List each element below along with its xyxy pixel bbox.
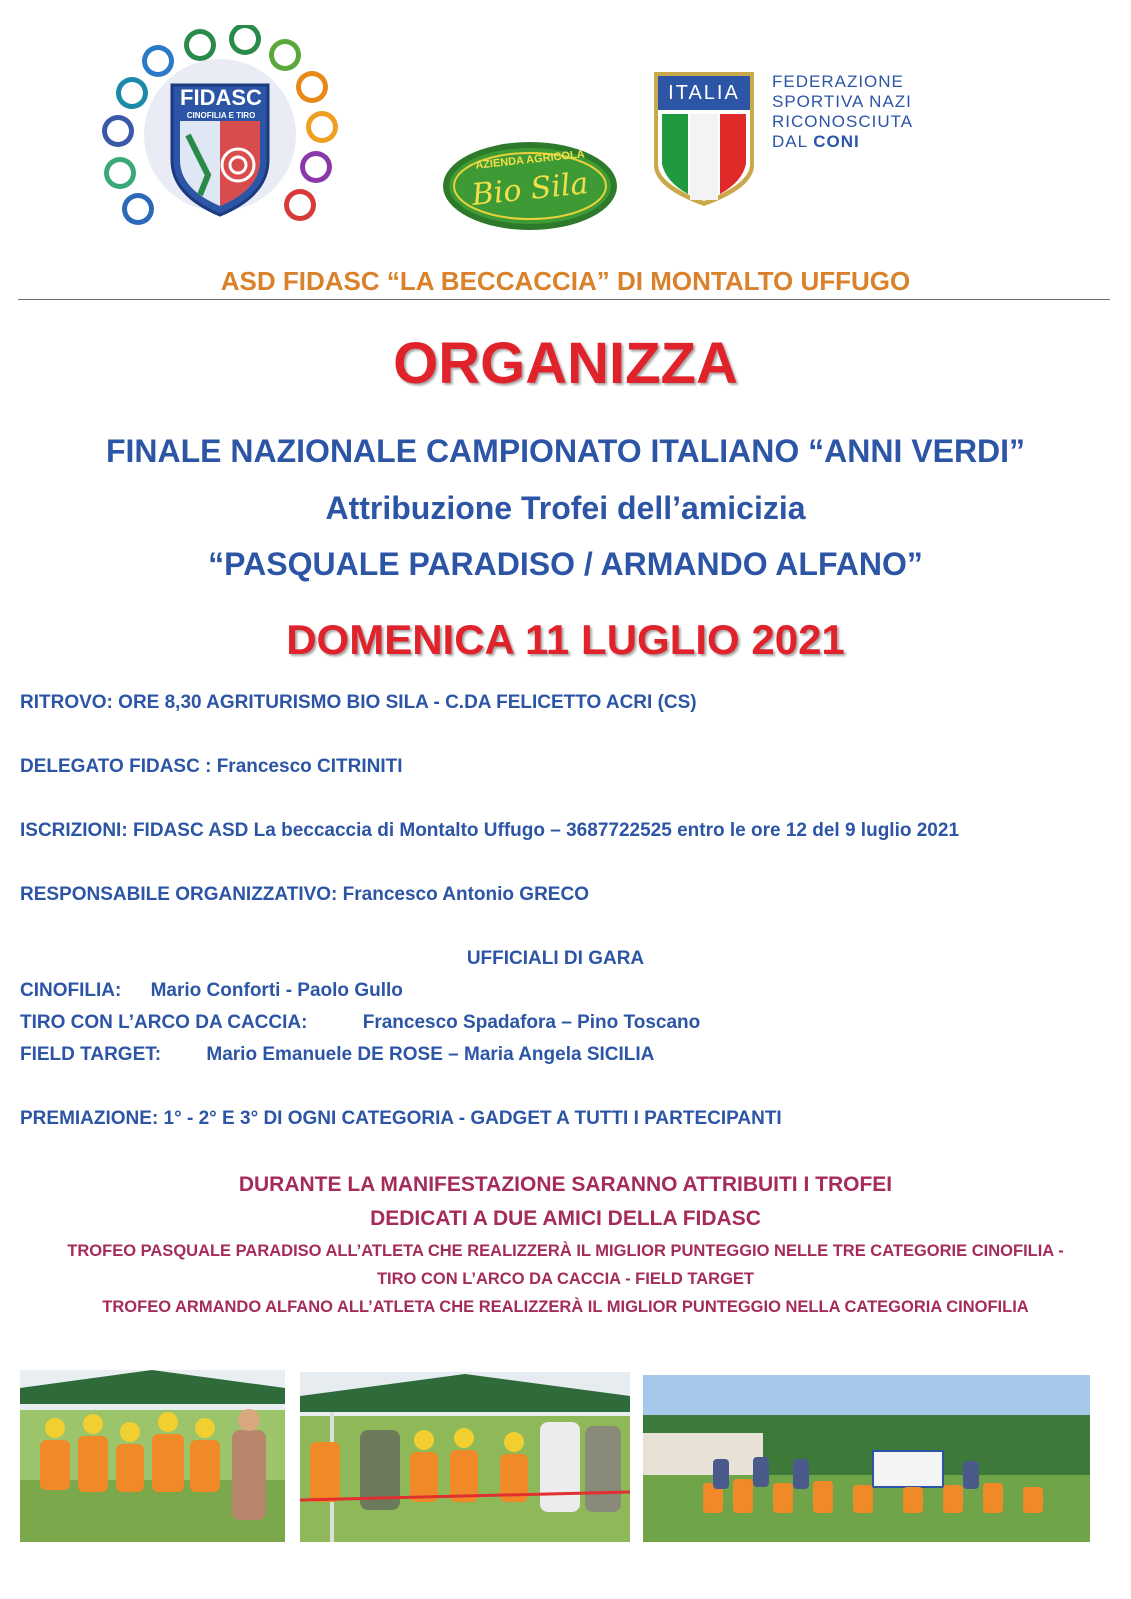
photo-children-tent	[20, 1370, 285, 1542]
photo-group	[643, 1375, 1090, 1542]
coni-line-4	[772, 132, 932, 152]
coni-badge-text: ITALIA	[668, 82, 740, 104]
trophies-line3: TROFEO PASQUALE PARADISO ALL’ATLETA CHE REALIZZERÀ IL MIGLIOR PUNTEGGIO NELLE TRE CATEGORIE CINOFILIA -	[67, 1242, 1064, 1260]
trophies-line1: DURANTE LA MANIFESTAZIONE SARANNO ATTRIBUITI I TROFEI	[238, 1173, 893, 1196]
coni-line-1: FEDERAZIONE	[772, 72, 904, 91]
trophies-line5: TROFEO ARMANDO ALFANO ALL’ATLETA CHE REALIZZERÀ IL MIGLIOR PUNTEGGIO NELLA CATEGORIA CINOFILIA	[102, 1298, 1029, 1316]
event-date: DOMENICA 11 LUGLIO 2021	[286, 616, 845, 663]
responsabile-text: RESPONSABILE ORGANIZZATIVO: Francesco Antonio GRECO	[20, 884, 589, 905]
coni-last-prefix: DAL	[772, 132, 808, 151]
fidasc-emblem	[100, 25, 345, 235]
association-title: ASD FIDASC “LA BECCACCIA” DI MONTALTO UFFUGO	[220, 266, 911, 296]
event-title-line3: “PASQUALE PARADISO / ARMANDO ALFANO”	[208, 546, 923, 582]
fidasc-name: FIDASC	[180, 85, 262, 110]
event-title-line2: Attribuzione Trofei dell’amicizia	[325, 490, 806, 526]
ufficiale-names: Francesco Spadafora – Pino Toscano	[362, 1012, 701, 1033]
ufficiale-label: FIELD TARGET:	[20, 1044, 162, 1065]
coni-last-bold: CONI	[813, 132, 860, 151]
iscrizioni-text: ISCRIZIONI: FIDASC ASD La beccaccia di Montalto Uffugo – 3687722525 entro le ore 12 del 9 luglio 2021	[20, 820, 960, 841]
biosila-line1: AZIENDA AGRICOLA	[474, 148, 586, 172]
ufficiali-heading: UFFICIALI DI GARA	[466, 948, 645, 969]
organizza-heading: ORGANIZZA	[393, 331, 738, 396]
biosila-logo	[440, 140, 620, 232]
coni-line-2: SPORTIVA NAZI	[772, 92, 912, 111]
ufficiale-row-cinofilia	[20, 980, 403, 1002]
header-divider	[18, 299, 1110, 300]
coni-line-3: RICONOSCIUTA	[772, 112, 914, 131]
ritrovo-text: RITROVO: ORE 8,30 AGRITURISMO BIO SILA - C.DA FELICETTO ACRI (CS)	[20, 692, 697, 713]
delegato-text: DELEGATO FIDASC : Francesco CITRINITI	[20, 756, 403, 777]
photo-ceremony	[300, 1372, 630, 1542]
premiazione-text: PREMIAZIONE: 1° - 2° E 3° DI OGNI CATEGORIA - GADGET A TUTTI I PARTECIPANTI	[20, 1108, 782, 1129]
ufficiale-label: CINOFILIA:	[20, 980, 122, 1001]
event-title-line1: FINALE NAZIONALE CAMPIONATO ITALIANO “ANNI VERDI”	[105, 433, 1026, 469]
biosila-line2: Bio Sila	[470, 165, 590, 214]
coni-caption	[772, 72, 932, 152]
fidasc-subtitle: CINOFILIA E TIRO	[186, 111, 256, 120]
trophies-line2: DEDICATI A DUE AMICI DELLA FIDASC	[370, 1207, 761, 1230]
fidasc-logo	[100, 25, 345, 235]
ufficiale-names: Mario Emanuele DE ROSE – Maria Angela SICILIA	[206, 1044, 655, 1065]
ufficiale-row-arco	[20, 1012, 700, 1034]
ufficiale-names: Mario Conforti - Paolo Gullo	[150, 980, 403, 1001]
trophies-line4: TIRO CON L’ARCO DA CACCIA - FIELD TARGET	[376, 1270, 755, 1288]
ufficiale-row-field-target	[20, 1044, 654, 1066]
coni-shield	[652, 70, 756, 208]
ufficiale-label: TIRO CON L’ARCO DA CACCIA:	[20, 1012, 308, 1033]
